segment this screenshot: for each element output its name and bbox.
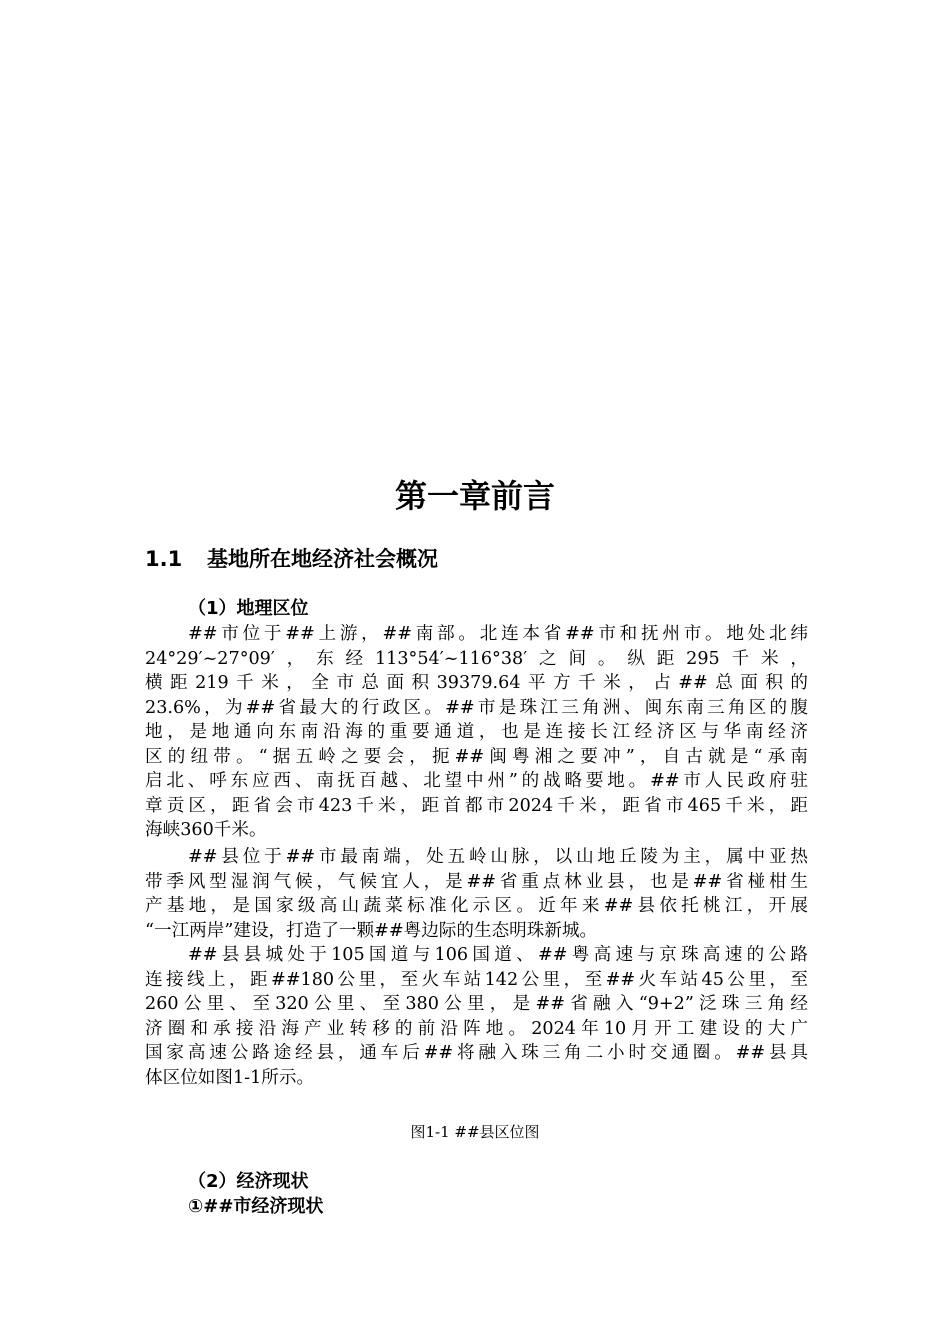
- paragraph-county-overview: [145, 845, 808, 943]
- paragraph-line: 地，是地通向东南沿海的重要通道，也是连接长江经济区与华南经济: [145, 722, 808, 742]
- paragraph-line: 章贡区，距省会市423千米，距首都市2024千米，距省市465千米，距: [145, 795, 808, 816]
- paragraph-line: 连接线上，距##180公里，至火车站142公里，至##火车站45公里，至: [145, 969, 808, 990]
- paragraph-county-transport: [145, 943, 808, 1090]
- paragraph-line: 体区位如图1-1所示。: [145, 1067, 315, 1088]
- section-number: 1.1: [145, 547, 183, 571]
- paragraph-line: 产基地，是国家级高山蔬菜标准化示区。近年来##县依托桃江，开展: [145, 896, 808, 916]
- paragraph-geo-location: [145, 622, 808, 843]
- paragraph-line: “一江两岸”建设，打造了一颗##粤边际的生态明珠新城。: [145, 920, 598, 941]
- paragraph-line: ##县位于##市最南端，处五岭山脉，以山地丘陵为主，属中亚热: [188, 847, 808, 867]
- paragraph-line: 横距219千米，全市总面积39379.64平方千米，占##总面积的: [145, 673, 808, 693]
- figure-caption: 图1-1 ##县区位图: [410, 1123, 540, 1141]
- chapter-title: 第一章前言: [394, 477, 555, 515]
- section-title: 基地所在地经济社会概况: [207, 547, 438, 571]
- paragraph-line: 带季风型湿润气候，气候宜人，是##省重点林业县，也是##省椪柑生: [145, 871, 808, 892]
- subsection-geo-heading: （1）地理区位: [188, 598, 309, 619]
- paragraph-line: 启北、呼东应西、南抚百越、北望中州”的战略要地。##市人民政府驻: [145, 771, 808, 791]
- paragraph-line: 济圈和承接沿海产业转移的前沿阵地。2024年10月开工建设的大广: [145, 1018, 808, 1039]
- paragraph-line: 国家高速公路途经县，通车后##将融入珠三角二小时交通圈。##县具: [145, 1043, 808, 1063]
- paragraph-line: 24°29′~27°09′，东经113°54′~116°38′之间。纵距295千米，: [145, 648, 808, 669]
- paragraph-line: ##县县城处于105国道与106国道、##粤高速与京珠高速的公路: [188, 945, 808, 965]
- paragraph-line: 海峡360千米。: [145, 820, 267, 840]
- paragraph-line: 区的纽带。“据五岭之要会，扼##闽粤湘之要冲”，自古就是“承南: [145, 746, 808, 767]
- paragraph-line: 23.6%，为##省最大的行政区。##市是珠江三角洲、闽东南三角区的腹: [145, 697, 808, 718]
- paragraph-line: ##市位于##上游，##南部。北连本省##市和抚州市。地处北纬: [188, 624, 808, 644]
- subsection-economy-heading: （2）经济现状: [188, 1171, 309, 1192]
- paragraph-line: 260公里、至320公里、至380公里，是##省融入“9+2”泛珠三角经: [145, 994, 808, 1014]
- section-heading: [145, 542, 438, 576]
- subsection-city-economy-heading: ①##市经济现状: [188, 1196, 324, 1217]
